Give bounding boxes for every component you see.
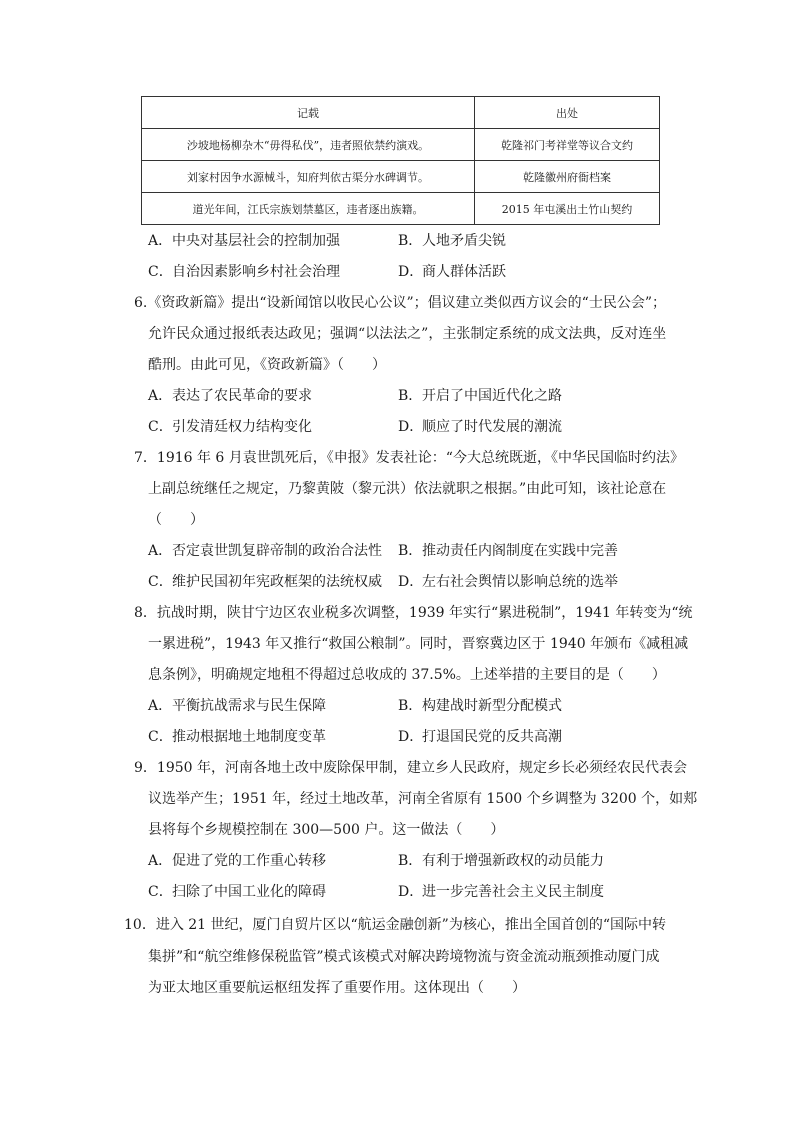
q9-stem-line-2: 议选举产生；1951 年，经过土地改革，河南全省原有 1500 个乡调整为 3200 个，如郏 <box>148 791 698 807</box>
q9-option-b[interactable]: B．有利于增强新政权的动员能力 <box>398 853 604 869</box>
q10-stem-line-2: 集拼”和“航空维修保税监管”模式该模式对解决跨境物流与资金流动瓶颈推动厦门成 <box>148 949 660 965</box>
q6-option-a[interactable]: A．表达了农民革命的要求 <box>148 388 312 404</box>
table-header-row <box>142 97 660 129</box>
q8-stem-line-2: 一累进税”，1943 年又推行“救国公粮制”。同时，晋察冀边区于 1940 年颁布《减租减 <box>148 636 689 652</box>
table-row <box>142 161 660 193</box>
table-cell-source: 乾隆祁门考祥堂等议合文约 <box>474 129 659 161</box>
q9-stem-line-1: 9．1950 年，河南各地土改中废除保甲制，建立乡人民政府，规定乡长必须经农民代表会 <box>134 760 687 776</box>
q7-option-a[interactable]: A．否定袁世凯复辟帝制的政治合法性 <box>148 543 382 559</box>
q6-option-b[interactable]: B．开启了中国近代化之路 <box>398 388 562 404</box>
q9-option-d[interactable]: D．进一步完善社会主义民主制度 <box>398 884 604 900</box>
q8-stem-line-3: 息条例》，明确规定地租不得超过总收成的 37.5%。上述举措的主要目的是（ ） <box>148 667 666 683</box>
table-cell-source: 2015 年屯溪出土竹山契约 <box>474 193 659 225</box>
table-cell-record: 沙坡地杨柳杂木“毋得私伐”，违者照依禁约演戏。 <box>142 129 475 161</box>
q6-stem-line-3: 酷刑。由此可见，《资政新篇》（ ） <box>148 357 386 373</box>
q7-option-b[interactable]: B．推动责任内阁制度在实践中完善 <box>398 543 618 559</box>
q6-stem-line-2: 允许民众通过报纸表达政见；强调“以法法之”，主张制定系统的成文法典，反对连坐 <box>148 326 667 342</box>
q6-option-d[interactable]: D．顺应了时代发展的潮流 <box>398 419 562 435</box>
q7-option-d[interactable]: D．左右社会舆情以影响总统的选举 <box>398 574 618 590</box>
q5-option-b[interactable]: B．人地矛盾尖锐 <box>398 233 506 249</box>
q10-stem-line-1: 10．进入 21 世纪，厦门自贸片区以“航运金融创新”为核心，推出全国首创的“国际中转 <box>124 917 666 933</box>
q9-option-a[interactable]: A．促进了党的工作重心转移 <box>148 853 326 869</box>
table-cell-record: 道光年间，江氏宗族划禁墓区，违者逐出族籍。 <box>142 193 475 225</box>
q5-option-a[interactable]: A．中央对基层社会的控制加强 <box>148 233 340 249</box>
table-row <box>142 193 660 225</box>
q7-stem-line-2: 上副总统继任之规定，乃黎黄陂（黎元洪）依法就职之根据。”由此可知，该社论意在 <box>148 481 667 497</box>
q10-stem-line-3: 为亚太地区重要航运枢纽发挥了重要作用。这体现出（ ） <box>148 980 526 996</box>
table-row <box>142 129 660 161</box>
q8-option-c[interactable]: C．推动根据地土地制度变革 <box>148 729 326 745</box>
q8-stem-line-1: 8．抗战时期，陕甘宁边区农业税多次调整，1939 年实行“累进税制”，1941 年转变为“统 <box>134 605 693 621</box>
q9-stem-line-3: 县将每个乡规模控制在 300—500 户。这一做法（ ） <box>148 822 505 838</box>
q7-stem-line-3: （ ） <box>148 512 204 528</box>
q7-stem-line-1: 7．1916 年 6 月袁世凯死后，《申报》发表社论：“今大总统既逝，《中华民国临时约法》 <box>134 450 684 466</box>
q6-option-c[interactable]: C．引发清廷权力结构变化 <box>148 419 312 435</box>
q7-option-c[interactable]: C．维护民国初年宪政框架的法统权威 <box>148 574 382 590</box>
table-cell-record: 刘家村因争水源械斗，知府判依古渠分水碑调节。 <box>142 161 475 193</box>
table-header-source: 出处 <box>474 97 659 129</box>
q8-option-b[interactable]: B．构建战时新型分配模式 <box>398 698 562 714</box>
source-table <box>141 96 660 225</box>
q8-option-d[interactable]: D．打退国民党的反共高潮 <box>398 729 562 745</box>
q8-option-a[interactable]: A．平衡抗战需求与民生保障 <box>148 698 326 714</box>
table-cell-source: 乾隆徽州府衙档案 <box>474 161 659 193</box>
q6-stem-line-1: 6.《资政新篇》提出“设新闻馆以收民心公议”；倡议建立类似西方议会的“士民公会”； <box>134 295 666 311</box>
q5-option-c[interactable]: C．自治因素影响乡村社会治理 <box>148 264 340 280</box>
q5-option-d[interactable]: D．商人群体活跃 <box>398 264 506 280</box>
table-header-record: 记载 <box>142 97 475 129</box>
q9-option-c[interactable]: C．扫除了中国工业化的障碍 <box>148 884 326 900</box>
